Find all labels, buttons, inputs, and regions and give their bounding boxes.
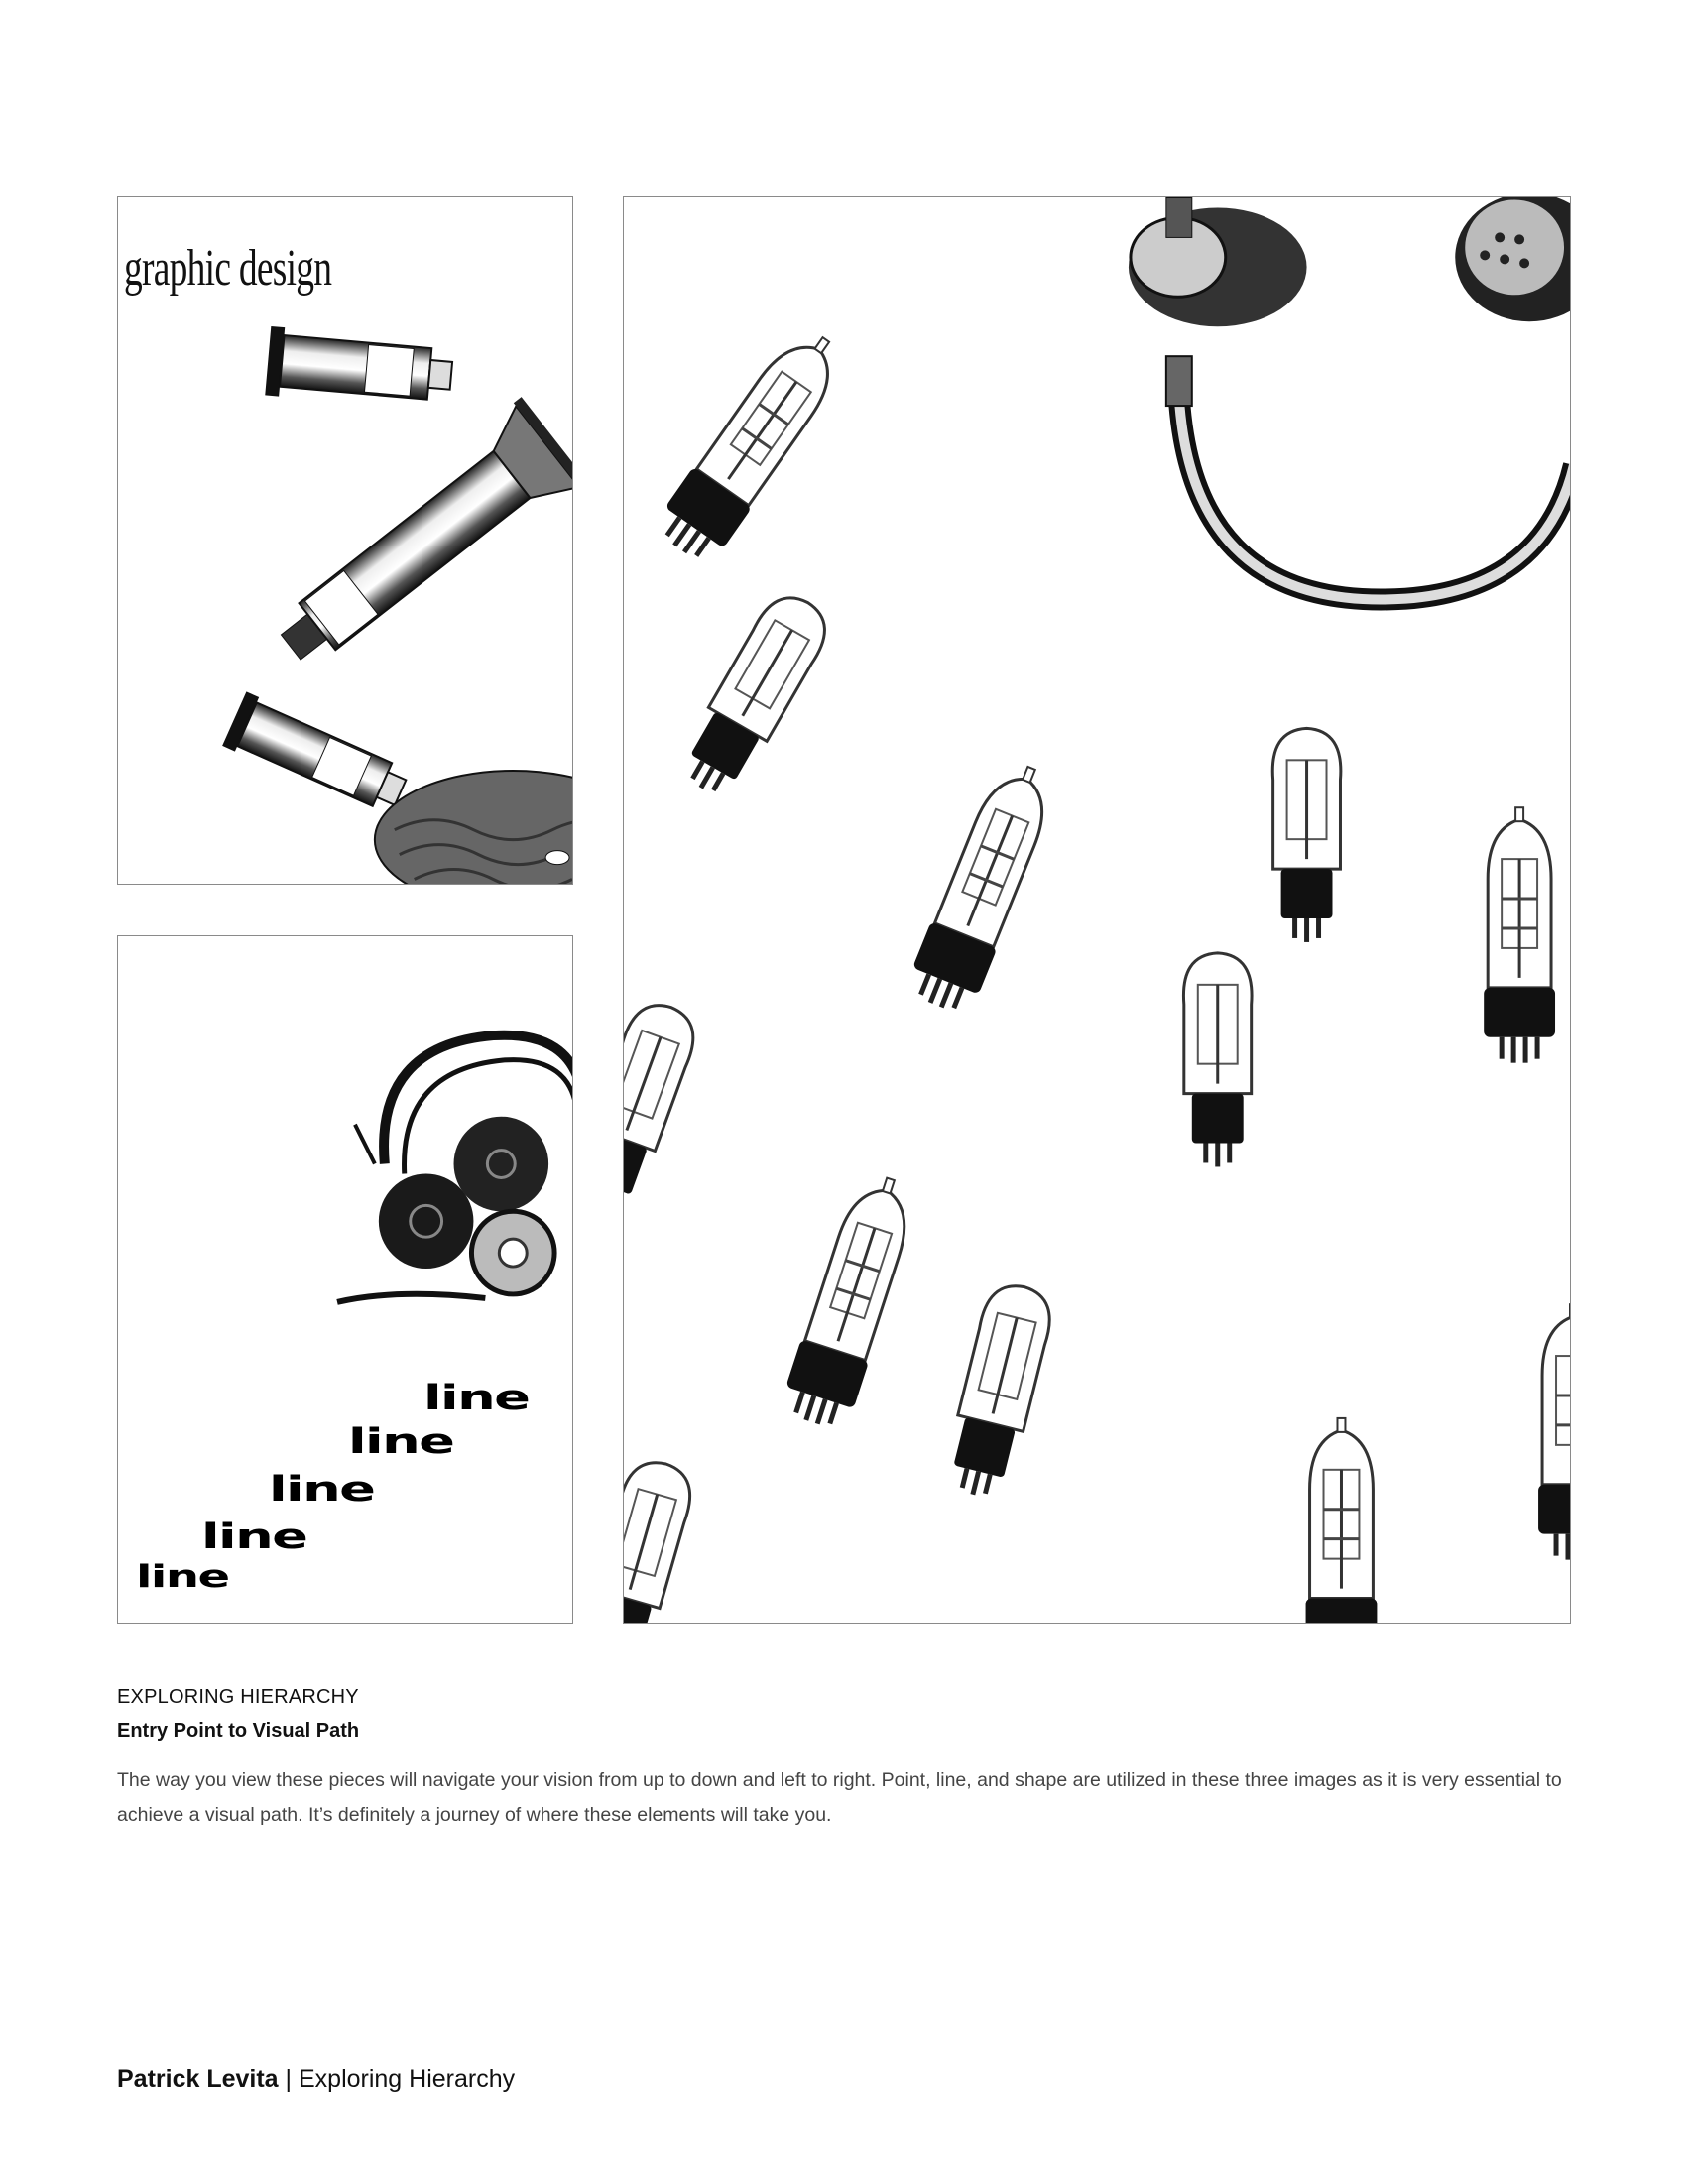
vacuum-tube	[1484, 807, 1555, 1062]
artwork-vacuum-tubes	[623, 196, 1571, 1624]
line-word: line	[269, 1470, 375, 1510]
artwork-graphic-design	[117, 196, 573, 885]
palette-illustration	[375, 771, 572, 884]
vacuum-tube	[940, 1278, 1058, 1503]
footer-title: Exploring Hierarchy	[298, 2065, 516, 2093]
vacuum-tube	[671, 585, 837, 804]
vacuum-tubes-illustration	[624, 197, 1570, 1623]
page-footer	[117, 2065, 515, 2094]
line-word: line	[348, 1422, 454, 1462]
caption-subheading: Entry Point to Visual Path	[117, 1720, 360, 1742]
vacuum-tube	[624, 996, 703, 1220]
line-word: line	[423, 1379, 530, 1418]
line-word: line	[201, 1517, 307, 1557]
line-word: line	[136, 1559, 229, 1595]
caption-body: The way you view these pieces will navigate your vision from up to down and left to right. Point, line, and shape are utilized in these three images as it is very essential to achieve a visual path. It’s definitely a journey of where these elements will take you.	[117, 1769, 1562, 1826]
artwork-line	[117, 935, 573, 1624]
headphone-graphic	[1129, 197, 1570, 600]
paint-tube-large	[257, 397, 572, 690]
graphic-design-title: graphic design	[124, 240, 332, 297]
headphones-graphic	[337, 1035, 572, 1302]
vacuum-tube	[1183, 953, 1252, 1167]
vacuum-tube	[624, 1455, 698, 1623]
paint-tube-small-bottom	[222, 691, 413, 819]
vacuum-tube	[1306, 1418, 1378, 1623]
vacuum-tube	[1272, 728, 1341, 942]
paint-tube-small-top	[265, 326, 454, 412]
paint-tubes-illustration	[118, 197, 572, 884]
vacuum-tube	[778, 1168, 924, 1433]
footer-author: Patrick Levita	[117, 2065, 279, 2093]
footer-separator: |	[278, 2065, 299, 2093]
vacuum-tube	[651, 319, 856, 569]
vacuum-tube	[1538, 1304, 1570, 1559]
caption-heading: EXPLORING HIERARCHY	[117, 1686, 359, 1708]
vacuum-tube	[903, 755, 1064, 1019]
headphones-illustration	[118, 936, 572, 1623]
